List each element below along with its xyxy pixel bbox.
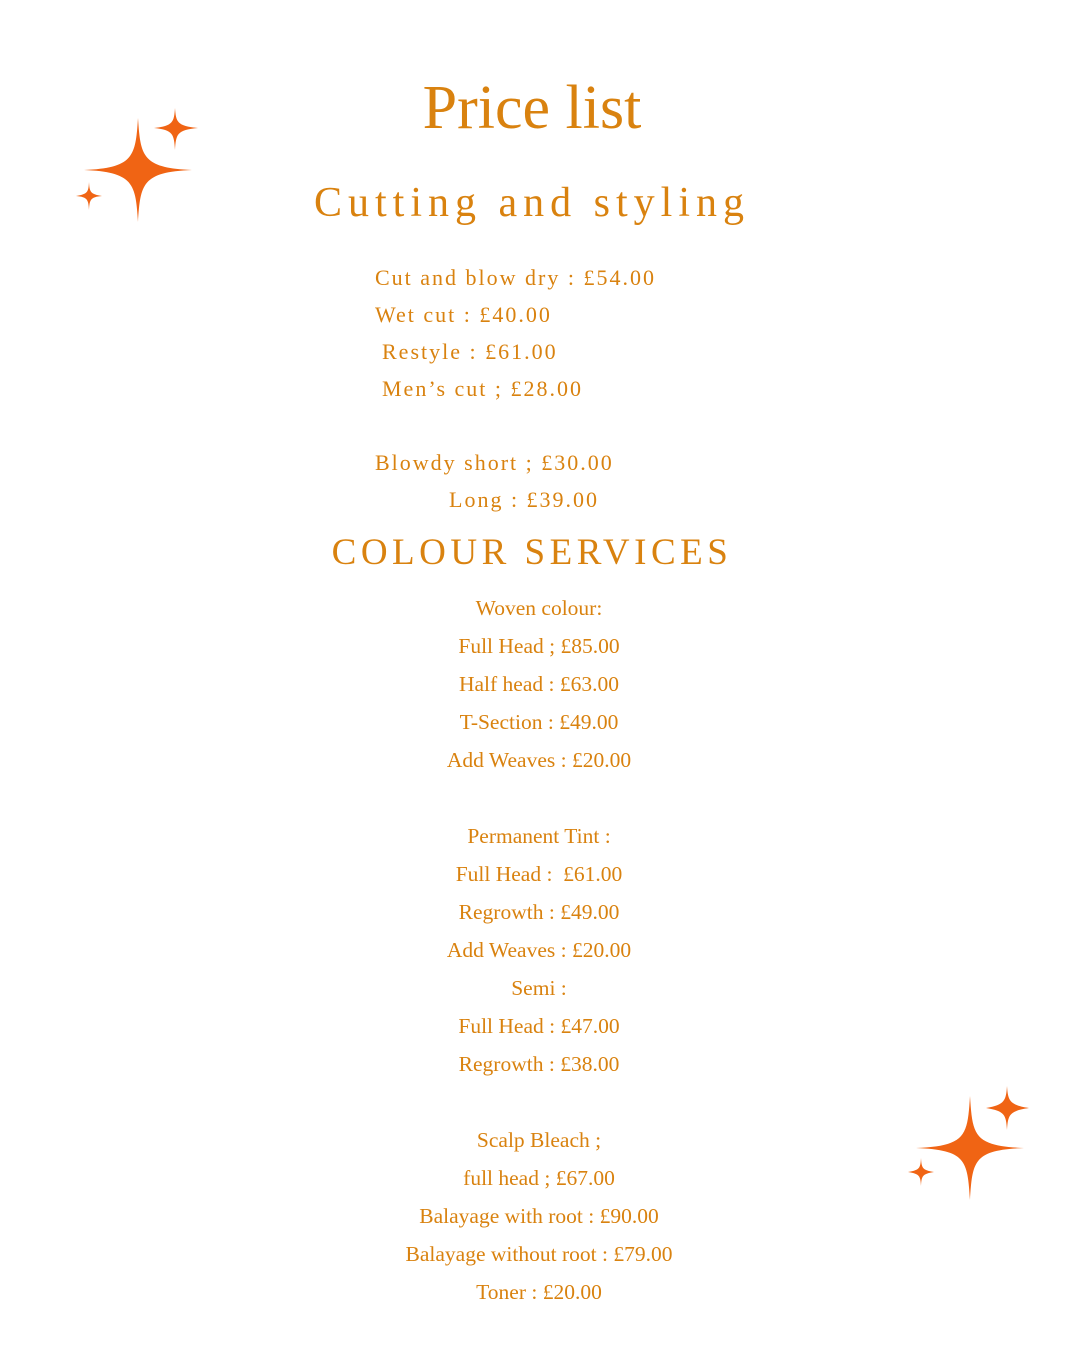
page-title: Price list: [422, 74, 642, 142]
price-item: Cut and blow dry : £54.00: [375, 265, 656, 290]
price-item: Full Head ; £85.00: [458, 634, 620, 658]
price-item: full head ; £67.00: [463, 1166, 615, 1190]
price-item: Permanent Tint :: [467, 824, 611, 848]
price-item: Regrowth : £49.00: [458, 900, 620, 924]
price-item: Regrowth : £38.00: [458, 1052, 620, 1076]
cutting-section-heading: Cutting and styling: [313, 180, 750, 226]
price-item: T-Section : £49.00: [459, 710, 619, 734]
price-item: Restyle : £61.00: [382, 339, 558, 364]
price-item: Wet cut : £40.00: [375, 302, 552, 327]
spacer-line: [0, 1083, 1078, 1121]
price-item: Woven colour:: [475, 596, 603, 620]
price-item: Balayage without root : £79.00: [405, 1242, 673, 1266]
colour-price-list: [0, 589, 1078, 1311]
colour-section-heading: COLOUR SERVICES: [331, 532, 733, 573]
price-item: Scalp Bleach ;: [476, 1128, 602, 1152]
price-item: Blowdy short ; £30.00: [375, 450, 614, 475]
price-item: Men’s cut ; £28.00: [382, 376, 583, 401]
price-item: Half head : £63.00: [458, 672, 619, 696]
price-item: Full Head : £61.00: [455, 862, 623, 886]
price-item: Balayage with root : £90.00: [419, 1204, 659, 1228]
price-item: Full Head : £47.00: [458, 1014, 620, 1038]
price-item: Add Weaves : £20.00: [446, 748, 632, 772]
price-item: Semi :: [511, 976, 567, 1000]
price-item: Toner : £20.00: [476, 1280, 602, 1304]
spacer-line: [0, 779, 1078, 817]
price-item: Add Weaves : £20.00: [446, 938, 632, 962]
price-item: Long : £39.00: [449, 487, 600, 512]
